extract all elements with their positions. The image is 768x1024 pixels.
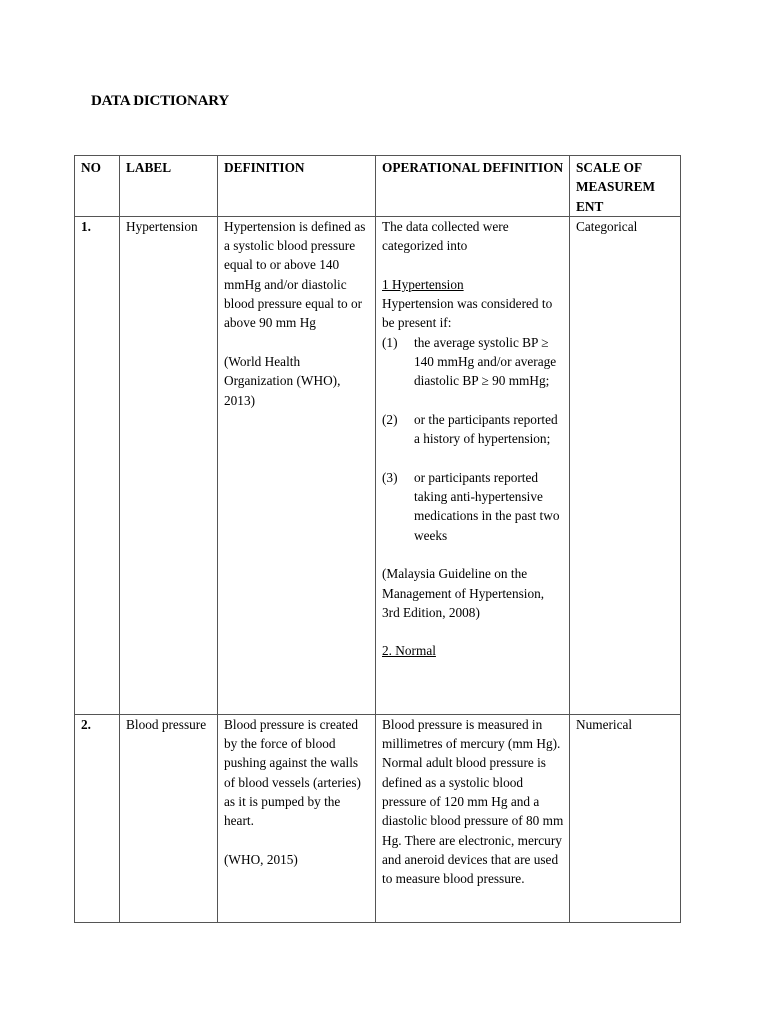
header-definition: DEFINITION [218,156,376,217]
criterion-text: or the participants reported a history of hypertension; [414,411,558,447]
category-1-text: Hypertension was considered to be present if: [382,296,553,331]
category-2-heading: 2. Normal [382,643,436,659]
row-label: Blood pressure [120,714,218,922]
operational-text: Blood pressure is measured in millimetres of mercury (mm Hg). Normal adult blood pressure is defined as a systolic blood pressure of 120 mm Hg and a diastolic blood pressure of 80 mm Hg. There are electronic, mercury and aneroid devices that are used to measure blood pressure. [382,716,564,887]
criterion-item [382,468,565,545]
criterion-number: (1) [382,334,398,350]
operational-intro: The data collected were categorized into [382,218,509,254]
criterion-number: (2) [382,411,398,427]
page-title: DATA DICTIONARY [91,93,230,109]
header-scale-of-measurement: SCALE OF MEASUREM ENT [570,156,681,217]
definition-citation: (WHO, 2015) [224,851,298,867]
criterion-item [382,410,565,449]
criterion-number: (3) [382,469,398,485]
row-definition [218,216,376,714]
row-operational-definition [376,714,570,922]
category-1-heading: 1 Hypertension [382,276,464,292]
row-number: 2. [75,714,120,922]
row-scale: Categorical [570,216,681,714]
operational-citation: (Malaysia Guideline on the Management of Hypertension, 3rd Edition, 2008) [382,566,545,620]
table-row [75,714,681,922]
row-number: 1. [75,216,120,714]
row-definition [218,714,376,922]
definition-text: Hypertension is defined as a systolic blood pressure equal to or above 140 mmHg and/or diastolic blood pressure equal to or above 90 mm Hg [224,218,366,331]
header-no: NO [75,156,120,217]
header-label: LABEL [120,156,218,217]
data-dictionary-table [74,155,681,923]
definition-citation: (World Health Organization (WHO), 2013) [224,353,341,408]
row-operational-definition [376,216,570,714]
definition-text: Blood pressure is created by the force of blood pushing against the walls of blood vessels (arteries) as it is pumped by the heart. [224,716,361,829]
criterion-text: or participants reported taking anti-hypertensive medications in the past two weeks [414,469,560,543]
header-operational-definition: OPERATIONAL DEFINITION [376,156,570,217]
criterion-item [382,333,565,391]
table-header-row [75,156,681,217]
row-label: Hypertension [120,216,218,714]
criterion-text: the average systolic BP ≥ 140 mmHg and/or average diastolic BP ≥ 90 mmHg; [414,334,557,389]
table-row [75,216,681,714]
row-scale: Numerical [570,714,681,922]
